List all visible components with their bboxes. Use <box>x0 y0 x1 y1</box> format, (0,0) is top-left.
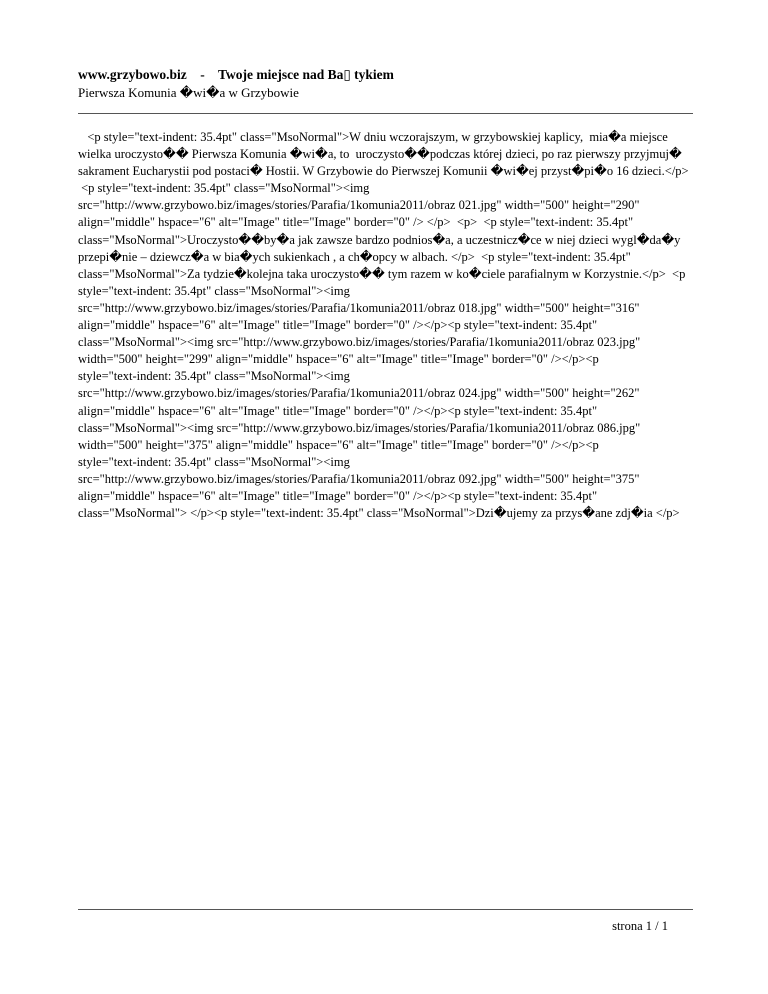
body-line: class="MsoNormal">Za tydzie�kolejna taka uroczysto�� tym razem w ko�ciele parafialnym w Korzystnie.</p> <p <box>78 266 686 281</box>
body-line: align="middle" hspace="6" alt="Image" title="Image" border="0" /></p><p style="text-indent: 35.4pt" <box>78 403 598 418</box>
body-line: src="http://www.grzybowo.biz/images/stories/Parafia/1komunia2011/obraz 092.jpg" width="500" height="375" <box>78 471 640 486</box>
article-body <box>78 129 698 522</box>
body-line: class="MsoNormal"><img src="http://www.grzybowo.biz/images/stories/Parafia/1komunia2011/obraz 023.jpg" <box>78 335 641 350</box>
body-line: style="text-indent: 35.4pt" class="MsoNormal"><img <box>78 369 350 384</box>
body-line: przepi�nie – dziewcz�a w bia�ych sukienkach , a ch�opcy w albach. </p> <p style="text-indent: 35.4pt" <box>78 249 631 264</box>
body-line: class="MsoNormal"> </p><p style="text-indent: 35.4pt" class="MsoNormal">Dzi�ujemy za przys�ane zdj�ia </p> <box>78 506 680 521</box>
body-line: width="500" height="375" align="middle" hspace="6" alt="Image" title="Image" border="0" /></p><p <box>78 437 599 452</box>
document-header <box>78 66 698 101</box>
footer-divider <box>78 909 693 910</box>
article-title: Pierwsza Komunia �wi�a w Grzybowie <box>78 85 299 100</box>
body-line: src="http://www.grzybowo.biz/images/stories/Parafia/1komunia2011/obraz 021.jpg" width="500" height="290" <box>78 198 640 213</box>
body-line: align="middle" hspace="6" alt="Image" title="Image" border="0" /> </p> <p> <p style="text-indent: 35.4pt" <box>78 215 634 230</box>
body-line: src="http://www.grzybowo.biz/images/stories/Parafia/1komunia2011/obraz 018.jpg" width="500" height="316" <box>78 300 640 315</box>
body-line: class="MsoNormal"><img src="http://www.grzybowo.biz/images/stories/Parafia/1komunia2011/obraz 086.jpg" <box>78 420 641 435</box>
body-line: src="http://www.grzybowo.biz/images/stories/Parafia/1komunia2011/obraz 024.jpg" width="500" height="262" <box>78 386 640 401</box>
body-line: align="middle" hspace="6" alt="Image" title="Image" border="0" /></p><p style="text-indent: 35.4pt" <box>78 318 598 333</box>
body-line: <p style="text-indent: 35.4pt" class="MsoNormal"><img <box>78 181 370 196</box>
body-line: sakrament Eucharystii pod postaci� Hostii. W Grzybowie do Pierwszej Komunii �wi�ej przyst�pi�o 16 dzieci.</p> <box>78 164 689 179</box>
site-title: www.grzybowo.biz - Twoje miejsce nad Ba▯ tykiem <box>78 67 394 82</box>
body-line: style="text-indent: 35.4pt" class="MsoNormal"><img <box>78 283 350 298</box>
body-line: wielka uroczysto�� Pierwsza Komunia �wi�a, to uroczysto��podczas której dzieci, po raz pierwszy przyjmuj� <box>78 147 682 162</box>
body-line: align="middle" hspace="6" alt="Image" title="Image" border="0" /></p><p style="text-indent: 35.4pt" <box>78 488 598 503</box>
body-line: class="MsoNormal">Uroczysto��by�a jak zawsze bardzo podnios�a, a uczestnicz�ce w niej dzieci wygl�da�y <box>78 232 681 247</box>
body-line: width="500" height="299" align="middle" hspace="6" alt="Image" title="Image" border="0" /></p><p <box>78 352 599 367</box>
body-line: <p style="text-indent: 35.4pt" class="MsoNormal">W dniu wczorajszym, w grzybowskiej kaplicy, mia�a miejsce <box>78 130 668 144</box>
page-number: strona 1 / 1 <box>612 919 668 933</box>
body-line: style="text-indent: 35.4pt" class="MsoNormal"><img <box>78 454 350 469</box>
header-divider <box>78 113 693 114</box>
